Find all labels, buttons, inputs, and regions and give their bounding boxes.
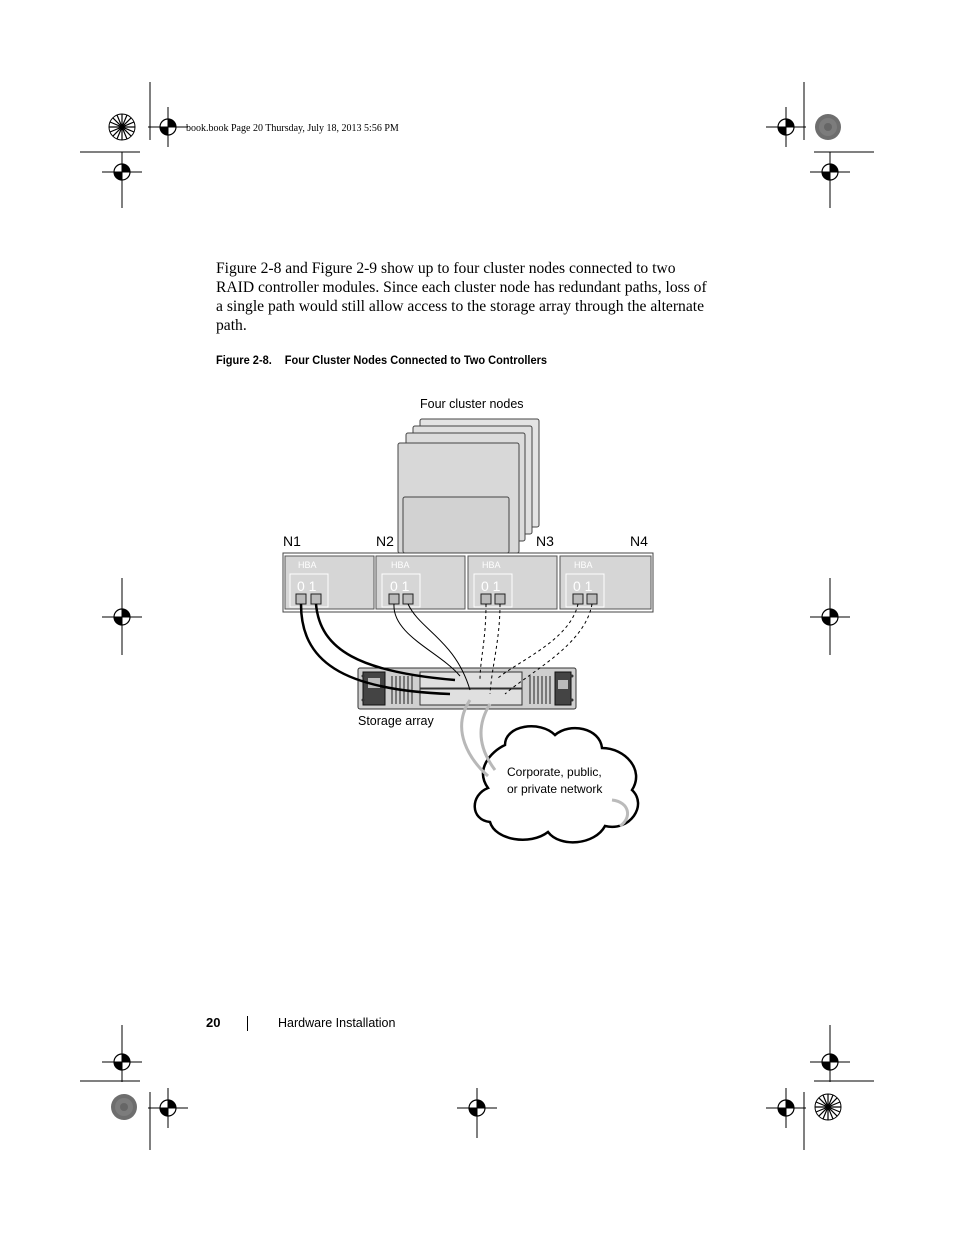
hba-port-0: [481, 594, 491, 604]
footer-divider: [247, 1016, 248, 1031]
node-label-n1: N1: [283, 533, 301, 549]
cable-n4-port0: [498, 604, 578, 678]
cluster-node-stack: [398, 419, 539, 553]
hba-port-numbers: 0 1: [297, 578, 317, 594]
hba-port-0: [296, 594, 306, 604]
hba-row: [283, 553, 653, 612]
hba-label: HBA: [298, 560, 317, 570]
hba-port-numbers: 0 1: [390, 578, 410, 594]
label-storage-array: Storage array: [358, 714, 434, 728]
controller-module-0: [420, 672, 522, 688]
network-label-line2: or private network: [507, 782, 603, 796]
hba-port-1: [311, 594, 321, 604]
hba-label: HBA: [482, 560, 501, 570]
hba-port-0: [573, 594, 583, 604]
hba-card-n1: [285, 556, 374, 609]
hba-port-1: [495, 594, 505, 604]
controller-module-1: [420, 689, 522, 705]
cable-n2-port0: [394, 604, 460, 676]
hba-port-1: [403, 594, 413, 604]
body-paragraph-text: Figure 2-8 and Figure 2-9 show up to four cluster nodes connected to two RAID controller modules. Since each cluster node has redundant paths, loss of a single path would still allow access to the storage array through the alternate path.: [216, 260, 707, 334]
node-label-n2: N2: [376, 533, 394, 549]
hba-port-1: [587, 594, 597, 604]
node-label-n3: N3: [536, 533, 554, 549]
hba-port-0: [389, 594, 399, 604]
hba-label: HBA: [391, 560, 410, 570]
label-four-cluster-nodes: Four cluster nodes: [420, 397, 524, 411]
figure-caption-title: Four Cluster Nodes Connected to Two Controllers: [284, 353, 548, 367]
hba-port-numbers: 0 1: [573, 578, 593, 594]
print-header: book.book Page 20 Thursday, July 18, 2013 5:56 PM: [186, 123, 399, 134]
footer-section-title: Hardware Installation: [278, 1016, 396, 1030]
hba-label: HBA: [574, 560, 593, 570]
hba-card-n3: [468, 556, 557, 609]
hba-card-n2: [376, 556, 465, 609]
network-label-line1: Corporate, public,: [507, 765, 602, 779]
hba-card-n4: [560, 556, 651, 609]
network-cloud: [475, 726, 638, 842]
node-label-n4: N4: [630, 533, 648, 549]
page-number: 20: [206, 1015, 221, 1030]
hba-port-numbers: 0 1: [481, 578, 501, 594]
figure-caption-number: Figure 2-8.: [216, 353, 272, 367]
